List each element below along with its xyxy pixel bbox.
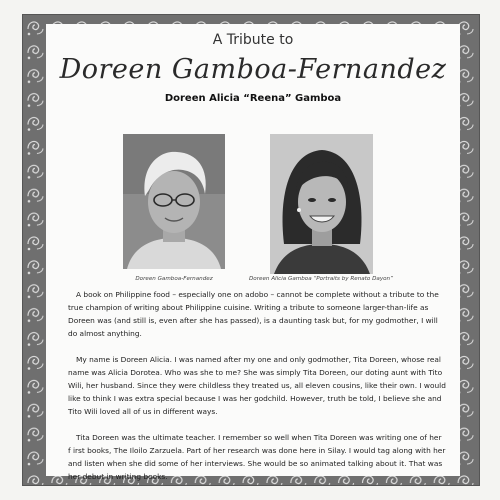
caption-left: Doreen Gamboa-Fernandez [135,276,213,282]
page-title: Doreen Gamboa-Fernandez [59,54,447,85]
author-byline: Doreen Alicia “Reena” Gamboa [164,93,342,104]
paragraph: Tita Doreen was the ultimate teacher. I remember so well when Tita Doreen was writing one of her f irst books, The Iloilo Zarzuela. Part of her research was done here in Silay. I would tag along with her and listen when she did some of her interviews. She would be so animated talking about it. That was her debut in writing books. [68,433,446,481]
article-body [68,288,446,496]
paragraph: A book on Philippine food – especially one on adobo – cannot be complete without a tribute to the true champion of writing about Philippine cuisine. Writing a tribute to someone larger-than-life as Doreen was (and still is, even after she has passed), is a daunting task but, for my godmother, I will do almost anything. [68,290,439,338]
content-panel [46,24,460,481]
photo-doreen-gamboa-fernandez [123,134,225,269]
pre-title: A Tribute to [212,32,294,48]
photo-doreen-alicia-gamboa [270,134,373,274]
caption-right: Doreen Alicia Gamboa “Portraits by Renato Dayon” [249,276,393,282]
paragraph: My name is Doreen Alicia. I was named after my one and only godmother, Tita Doreen, whose real name was Alicia Dorotea. Who was she to me? She was simply Tita Doreen, our doting aunt with Tito Wili, her husband. Since they were childless they treated us, all eleven cousins, like their own. I would like to think I was extra special because I was her godchild. However, truth be told, I believe she and Tito Wili loved all of us in different ways. [68,355,446,416]
